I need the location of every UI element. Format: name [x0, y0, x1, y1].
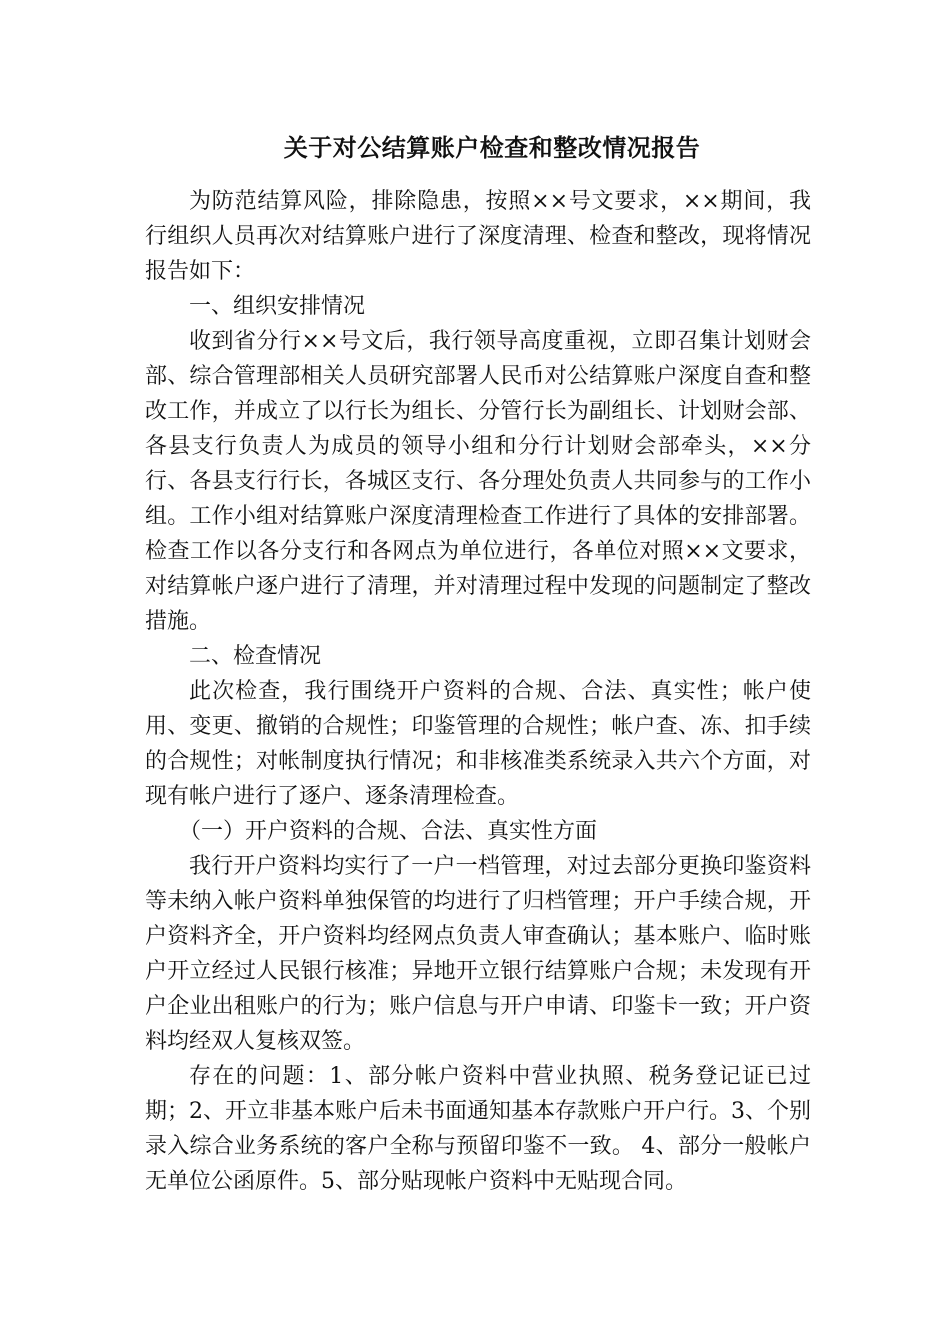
subsection-heading-account-materials: （一）开户资料的合规、合法、真实性方面 — [179, 819, 598, 844]
subsection-body-account-materials: 我行开户资料均实行了一户一档管理，对过去部分更换印鉴资料等未纳入帐户资料单独保管的均进行了归档管理；开户手续合规，开户资料齐全，开户资料均经网点负责人审查确认；基本账户、临时账户开立经过人民银行核准；异地开立银行结算账户合规；未发现有开户企业出租账户的行为；账户信息与开户申请、印鉴卡一致；开户资料均经双人复核双签。 — [145, 854, 811, 1054]
document-title: 关于对公结算账户检查和整改情况报告 — [283, 133, 701, 162]
document-page — [145, 128, 811, 1199]
section-heading-inspection: 二、检查情况 — [189, 644, 322, 669]
section-heading-organization: 一、组织安排情况 — [189, 294, 366, 319]
intro-paragraph: 为防范结算风险，排除隐患，按照××号文要求，××期间，我行组织人员再次对结算账户进行了深度清理、检查和整改，现将情况报告如下： — [145, 189, 811, 284]
section-body-inspection: 此次检查，我行围绕开户资料的合规、合法、真实性；帐户使用、变更、撤销的合规性；印鉴管理的合规性；帐户查、冻、扣手续的合规性；对帐制度执行情况；和非核准类系统录入共六个方面，对现有帐户进行了逐户、逐条清理检查。 — [145, 679, 811, 809]
subsection-issues-paragraph: 存在的问题：1、部分帐户资料中营业执照、税务登记证已过期；2、开立非基本账户后未书面通知基本存款账户开户行。3、个别录入综合业务系统的客户全称与预留印鉴不一致。 4、部分一般帐户无单位公函原件。5、部分贴现帐户资料中无贴现合同。 — [145, 1064, 811, 1194]
section-body-organization: 收到省分行××号文后，我行领导高度重视，立即召集计划财会部、综合管理部相关人员研究部署人民币对公结算账户深度自查和整改工作，并成立了以行长为组长、分管行长为副组长、计划财会部、各县支行负责人为成员的领导小组和分行计划财会部牵头，××分行、各县支行行长，各城区支行、各分理处负责人共同参与的工作小组。工作小组对结算账户深度清理检查工作进行了具体的安排部署。检查工作以各分支行和各网点为单位进行，各单位对照××文要求，对结算帐户逐户进行了清理，并对清理过程中发现的问题制定了整改措施。 — [145, 329, 811, 634]
